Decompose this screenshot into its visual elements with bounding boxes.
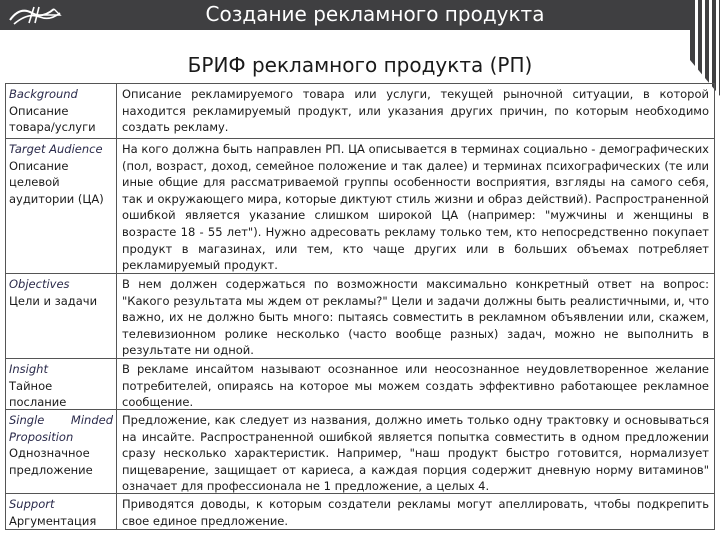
row-label	[6, 139, 117, 273]
row-text: На кого должна быть направлен РП. ЦА описывается в терминах социально - демографических (пол, возраст, доход, семейное положение и так далее) и терминах психографических (те или иные общие для рассматриваемой группы особенности восприятия, взгляды на самого себя, так и окружающего мира, которые диктуют стиль жизни и образ действий). Распространенной ошибкой является указание слишком широкой ЦА (например: "мужчины и женщины в возрасте 18 - 55 лет"). Нужно адресовать рекламу только тем, кто непосредственно покупает продукт в магазинах, или тем, кто чаще других или в больших объемах потребляет рекламируемый продукт.	[122, 142, 709, 273]
row-text: В рекламе инсайтом называют осознанное или неосознанное неудовлетворенное желание потребителей, опираясь на которое мы можем создать эффективно работающее рекламное сообщение.	[122, 362, 709, 409]
label-en: Support	[9, 497, 55, 511]
row-text: В нем должен содержаться по возможности максимально конкретный ответ на вопрос: "Какого результата мы ждем от рекламы?" Цели и задачи должны быть реалистичными, и, что важно, их не должно быть много: пытаясь совместить в рекламном объявлении или, скажем, телевизионном ролике несколько (часто вообще разных) задач, можно не выполнить в результате ни одной.	[122, 277, 709, 358]
brief-table	[5, 83, 715, 530]
label-en: Objectives	[9, 277, 70, 291]
label-en: Background	[9, 87, 78, 101]
row-text: Приводятся доводы, к которым создатели рекламы могут апеллировать, чтобы подкрепить свое единое предложение.	[122, 497, 709, 528]
brief-row-support	[6, 493, 714, 529]
label-ru: Однозначное предложение	[9, 446, 93, 477]
title-bar	[0, 0, 720, 30]
label-ru: Описание целевой аудитории (ЦА)	[9, 158, 104, 206]
label-en: Insight	[9, 362, 48, 376]
label-ru: Тайное послание	[9, 378, 67, 410]
row-text: Описание рекламируемого товара или услуги, текущей рыночной ситуации, в которой находится рекламируемый продукт, или указания других причин, по которым необходимо создать рекламу.	[122, 87, 709, 135]
logo-icon	[8, 4, 64, 26]
row-label	[6, 410, 117, 493]
label-en: Target Audience	[9, 142, 103, 156]
label-en: Single Minded Proposition	[9, 413, 113, 444]
row-label	[6, 359, 117, 409]
brief-row-background	[6, 84, 714, 138]
label-ru: Цели и задачи	[9, 293, 98, 308]
page-title: БРИФ рекламного продукта (РП)	[187, 53, 533, 77]
brief-row-objectives	[6, 273, 714, 358]
row-label	[6, 84, 117, 138]
corner-stripes-decoration	[690, 0, 720, 96]
brief-row-target-audience	[6, 138, 714, 273]
label-ru: Аргументация	[9, 513, 97, 528]
row-label	[6, 274, 117, 358]
label-ru: Описание товара/услуги	[9, 103, 96, 135]
brief-row-insight	[6, 358, 714, 409]
row-label	[6, 494, 117, 529]
brief-row-single-minded-proposition	[6, 409, 714, 493]
slide-title: Создание рекламного продукта	[205, 2, 545, 26]
row-text: Предложение, как следует из названия, должно иметь только одну трактовку и основываться на инсайте. Распространенной ошибкой является попытка совместить в одном предложении сразу несколько характеристик. Например, "наш продукт быстро готовится, нормализует пищеварение, защищает от кариеса, а каждая порция содержит дневную норму витаминов" означает для профессионала не 1 предложение, а целых 4.	[122, 413, 709, 493]
